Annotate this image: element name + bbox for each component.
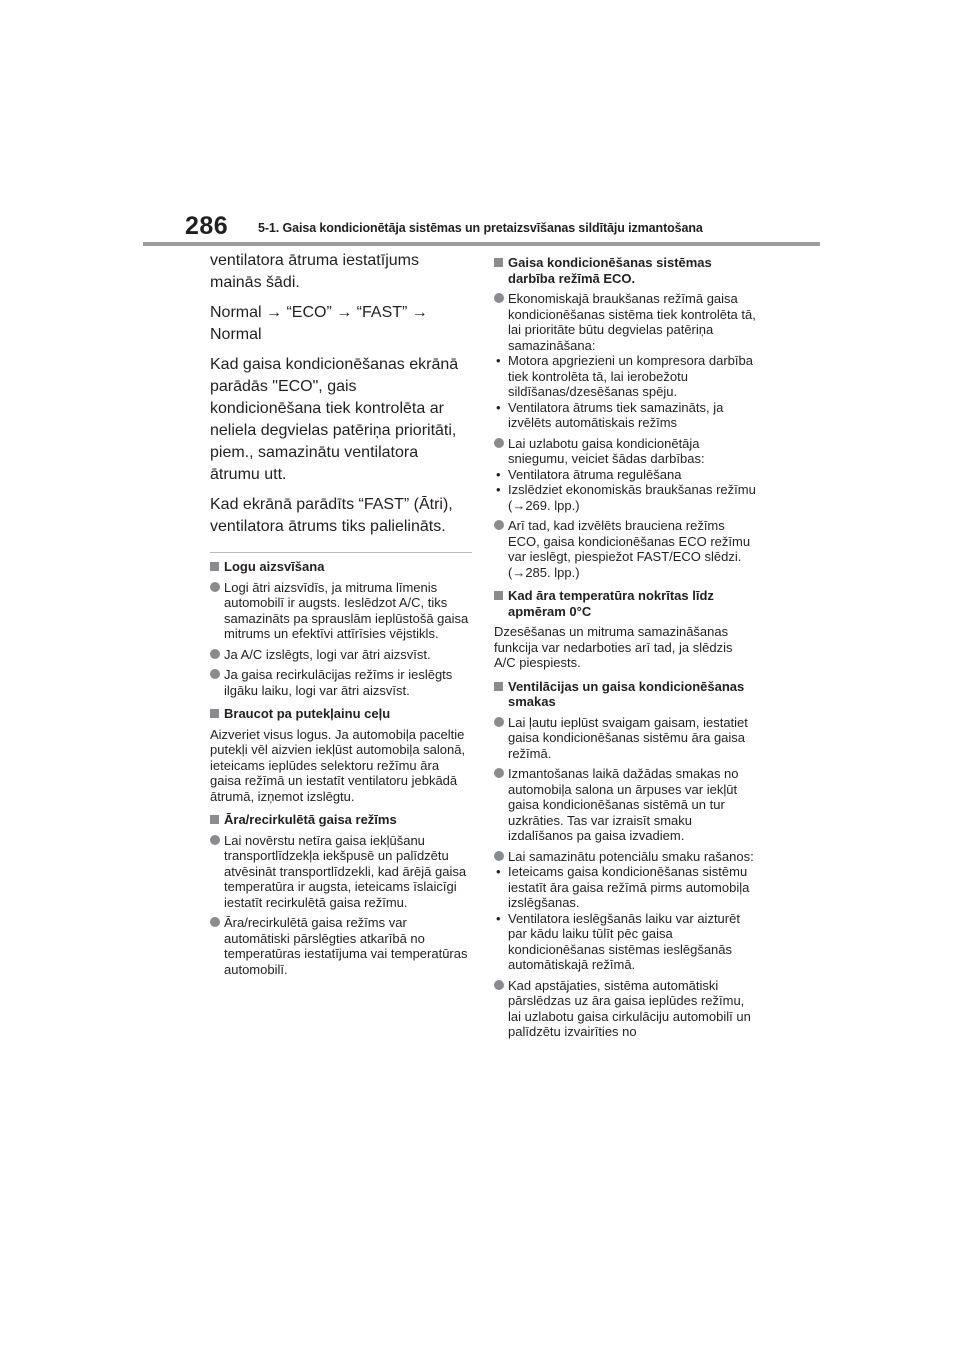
bullet-item: Izmantošanas laikā dažādas smakas no automobiļa salona un ārpuses var iekļūt gaisa kondicionēšanas sistēmā un tur uzkrāties. Tas var izraisīt smaku izdalīšanos pa gaisa izvadiem.	[494, 766, 756, 844]
bullet-dot-icon	[494, 293, 504, 303]
page-number: 286	[185, 212, 229, 240]
bullet-dot-icon	[210, 669, 220, 679]
section-heading: Kad āra temperatūra nokrītas līdz apmēram 0°C	[494, 588, 756, 619]
section-heading: Ventilācijas un gaisa kondicionēšanas smakas	[494, 679, 756, 710]
intro-paragraph: Kad gaisa kondicionēšanas ekrānā parādās "ECO", gais kondicionēšana tiek kontrolēta ar neliela degvielas patēriņa prioritāti, piem., samazinātu ventilatora ātrumu utt.	[210, 356, 459, 483]
section-paragraph: Aizveriet visus logus. Ja automobiļa paceltie putekļi vēl aizvien iekļūst automobiļa salonā, ieteicams ieplūdes selektoru režīmu āra gaisa režīmā un iestatīt ventilatoru jebkādā ātrumā, izņemot izslēgtu.	[210, 726, 466, 804]
square-marker-icon	[210, 815, 219, 824]
section-heading: Gaisa kondicionēšanas sistēmas darbība režīmā ECO.	[494, 255, 756, 286]
bullet-dot-icon	[210, 649, 220, 659]
section-eco-mode	[494, 255, 756, 580]
bullet-item: Ja gaisa recirkulācijas režīms ir ieslēgts ilgāku laiku, logi var ātri aizsvīst.	[210, 667, 472, 698]
square-marker-icon	[210, 562, 219, 571]
sub-list	[494, 353, 756, 431]
sub-list-item: • Ventilatora ātruma regulēšana	[496, 466, 682, 482]
square-marker-icon	[494, 682, 503, 691]
bullet-item: Āra/recirkulētā gaisa režīms var automātiski pārslēgties atkarībā no temperatūras iestatījuma vai temperatūras automobilī.	[210, 915, 472, 977]
sub-list-item: • Izslēdziet ekonomiskās braukšanas režīmu (→269. lpp.)	[496, 482, 756, 513]
chapter-title: 5-1. Gaisa kondicionētāja sistēmas un pretaizsvīšanas sildītāju izmantošana	[258, 221, 703, 235]
section-outside-temperature	[494, 588, 756, 671]
section-outside-recirculated-air	[210, 812, 472, 977]
right-column	[494, 250, 756, 1045]
section-divider	[210, 552, 472, 553]
bullet-dot-icon	[494, 717, 504, 727]
bullet-dot-icon	[210, 835, 220, 845]
bullet-item: Kad apstājaties, sistēma automātiski pārslēdzas uz āra gaisa ieplūdes režīmu, lai uzlabotu gaisa cirkulāciju automobilī un palīdzētu izvairīties no	[494, 978, 756, 1040]
bullet-item: Lai samazinātu potenciālu smaku rašanos: • Ieteicams gaisa kondicionēšanas sistēmu iestatīt āra gaisa režīmā pirms automobiļa izslēgšanas. • Ventilatora ieslēgšanās laiku var aizturēt par kādu laiku tūlīt pēc gaisa kondicionēšanas sistēmas ieslēgšanās automātiskajā režīmā.	[494, 849, 756, 973]
square-marker-icon	[494, 258, 503, 267]
bullet-dot-icon	[494, 520, 504, 530]
bullet-dot-icon	[210, 917, 220, 927]
section-paragraph: Dzesēšanas un mitruma samazināšanas funkcija var nedarboties arī tad, ja slēdzis A/C piespiests.	[494, 624, 733, 670]
sub-list-item: • Ieteicams gaisa kondicionēšanas sistēmu iestatīt āra gaisa režīmā pirms automobiļa izslēgšanas.	[496, 864, 750, 910]
bullet-item: Lai ļautu ieplūst svaigam gaisam, iestatiet gaisa kondicionēšanas sistēmu āra gaisa režīmā.	[494, 715, 756, 762]
bullet-dot-icon	[494, 768, 504, 778]
sub-list-item: • Motora apgriezieni un kompresora darbība tiek kontrolēta tā, lai ierobežotu sildīšanas/dzesēšanas spēju.	[496, 353, 753, 399]
section-heading: Āra/recirkulētā gaisa režīms	[210, 812, 472, 828]
bullet-item: Arī tad, kad izvēlēts brauciena režīms ECO, gaisa kondicionēšanas ECO režīmu var ieslēgt, piespiežot FAST/ECO slēdzi. (→285. lpp.)	[494, 518, 756, 580]
bullet-dot-icon	[494, 851, 504, 861]
bullet-item: Logi ātri aizsvīdīs, ja mitruma līmenis automobilī ir augsts. Ieslēdzot A/C, tiks samazināts pa sprauslām ieplūstošā gaisa mitrums un efektīvi attīrīsies vējstikls.	[210, 580, 472, 642]
bullet-item: Ekonomiskajā braukšanas režīmā gaisa kondicionēšanas sistēma tiek kontrolēta tā, lai prioritāte būtu degvielas patēriņa samazināšana: • Motora apgriezieni un kompresora darbība tiek kontrolēta tā, lai ierobežotu sildīšanas/dzesēšanas spēju. • Ventilatora ātrums tiek samazināts, ja izvēlēts automātiskais režīms	[496, 291, 756, 430]
header-divider	[143, 242, 820, 246]
bullet-item: Ja A/C izslēgts, logi var ātri aizsvīst.	[210, 647, 472, 663]
bullet-dot-icon	[494, 438, 504, 448]
bullet-item: Lai novērstu netīra gaisa iekļūšanu transportlīdzekļa iekšpusē un palīdzētu atvēsināt transportlīdzekli, kad ārējā gaisa temperatūra ir augsta, ieteicams īslaicīgi iestatīt recirkulētā gaisa režīmu.	[210, 833, 472, 911]
section-dusty-road	[210, 706, 472, 804]
bullet-dot-icon	[494, 980, 504, 990]
bullet-dot-icon	[210, 582, 220, 592]
intro-paragraph: Normal → “ECO” → “FAST” → Normal	[210, 304, 428, 343]
section-ventilation-odors	[494, 679, 756, 1040]
square-marker-icon	[494, 591, 503, 600]
square-marker-icon	[210, 709, 219, 718]
section-heading: Braucot pa putekļainu ceļu	[210, 706, 472, 722]
sub-list-item: • Ventilatora ieslēgšanās laiku var aizturēt par kādu laiku tūlīt pēc gaisa kondicionēšanas sistēmas ieslēgšanās automātiskajā režīmā.	[496, 910, 740, 972]
sub-list	[494, 864, 756, 973]
intro-text	[210, 250, 472, 538]
sub-list-item: • Ventilatora ātrums tiek samazināts, ja izvēlēts automātiskais režīms	[496, 399, 724, 430]
left-column	[210, 250, 472, 982]
intro-paragraph: Kad ekrānā parādīts “FAST” (Ātri), ventilatora ātrums tiks palielināts.	[210, 496, 453, 535]
intro-paragraph: ventilatora ātruma iestatījums mainās šādi.	[210, 252, 419, 291]
section-heading: Logu aizsvīšana	[210, 559, 472, 575]
bullet-item: Lai uzlabotu gaisa kondicionētāja sniegumu, veiciet šādas darbības: • Ventilatora ātruma regulēšana • Izslēdziet ekonomiskās braukšanas režīmu (→269. lpp.)	[496, 435, 756, 513]
sub-list	[494, 467, 756, 514]
section-window-fogging	[210, 559, 472, 698]
